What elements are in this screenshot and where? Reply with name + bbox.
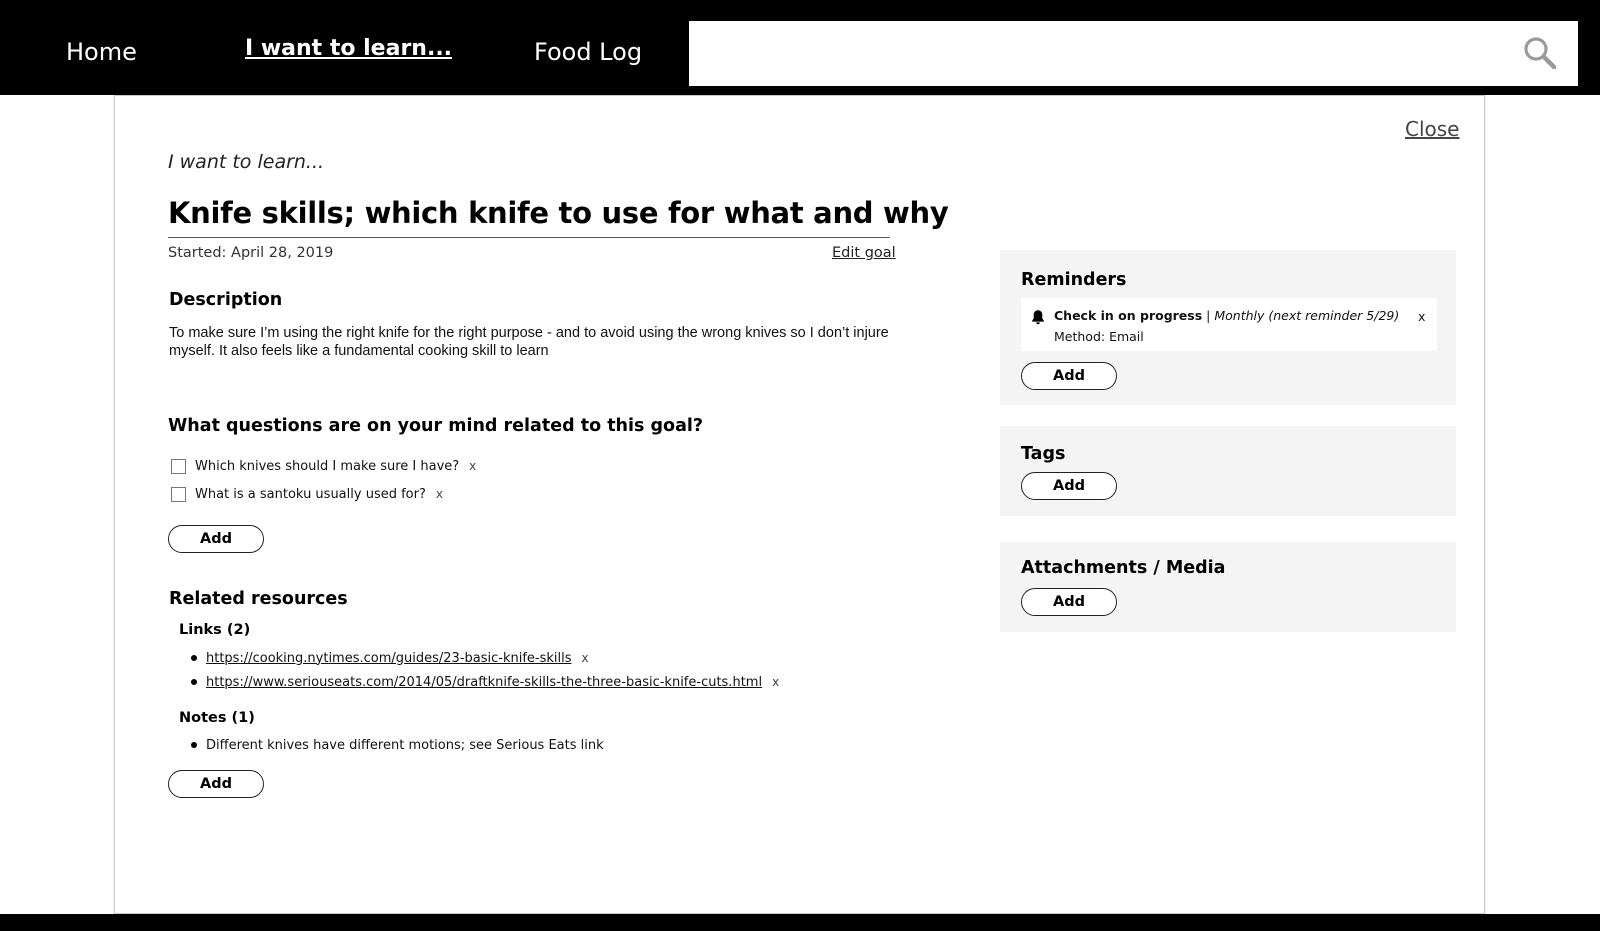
question-label: What is a santoku usually used for? (195, 486, 426, 502)
title-divider (168, 237, 890, 238)
question-checkbox[interactable] (171, 487, 186, 502)
add-tag-button[interactable]: Add (1021, 472, 1117, 500)
notes-heading: Notes (1) (179, 710, 255, 726)
description-heading: Description (169, 290, 283, 310)
bottom-bar (0, 914, 1600, 931)
bullet-icon (191, 742, 197, 748)
remove-reminder-button[interactable]: x (1418, 309, 1426, 324)
remove-question-button[interactable]: x (469, 459, 477, 473)
tags-panel (1000, 426, 1456, 516)
list-item (191, 736, 604, 754)
list-item (191, 649, 589, 667)
attachments-panel (1000, 542, 1456, 632)
nav-learn-link[interactable]: I want to learn... (245, 36, 453, 61)
remove-link-button[interactable]: x (772, 675, 780, 689)
resource-link[interactable]: https://www.seriouseats.com/2014/05/draftknife-skills-the-three-basic-knife-cuts.html (206, 674, 763, 690)
list-item (191, 673, 779, 691)
question-item (171, 457, 476, 475)
attachments-heading: Attachments / Media (1021, 558, 1226, 578)
related-resources-heading: Related resources (169, 589, 348, 609)
description-text: To make sure I’m using the right knife for the right purpose - and to avoid using the wrong knives so I don’t injure myself. It also feels like a fundamental cooking skill to learn (169, 325, 889, 359)
questions-heading: What questions are on your mind related to this goal? (168, 416, 704, 436)
note-text: Different knives have different motions; see Serious Eats link (206, 737, 604, 753)
question-item (171, 485, 443, 503)
reminder-title: Check in on progress (1054, 308, 1203, 323)
edit-goal-link[interactable]: Edit goal (832, 245, 896, 261)
reminder-item (1021, 298, 1437, 351)
reminder-schedule: Monthly (next reminder 5/29) (1214, 308, 1400, 323)
search-input[interactable] (689, 21, 1489, 86)
search-icon[interactable] (1522, 35, 1558, 71)
started-date: Started: April 28, 2019 (168, 245, 334, 261)
reminders-panel (1000, 250, 1456, 405)
add-attachment-button[interactable]: Add (1021, 588, 1117, 616)
add-question-button[interactable]: Add (168, 525, 264, 553)
bullet-icon (191, 655, 197, 661)
bullet-icon (191, 679, 197, 685)
reminder-separator: | (1206, 308, 1211, 323)
remove-link-button[interactable]: x (581, 651, 589, 665)
links-heading: Links (2) (179, 622, 251, 638)
tags-heading: Tags (1021, 444, 1066, 464)
top-navigation (0, 0, 1600, 95)
remove-question-button[interactable]: x (435, 487, 443, 501)
goal-category-label: I want to learn... (168, 151, 325, 173)
question-checkbox[interactable] (171, 459, 186, 474)
reminders-heading: Reminders (1021, 270, 1127, 290)
nav-food-log-link[interactable]: Food Log (534, 38, 643, 66)
reminder-summary (1054, 308, 1399, 323)
add-resource-button[interactable]: Add (168, 770, 264, 798)
reminder-method: Method: Email (1054, 329, 1144, 344)
resource-link[interactable]: https://cooking.nytimes.com/guides/23-basic-knife-skills (206, 650, 572, 666)
goal-title: Knife skills; which knife to use for what and why (168, 196, 949, 230)
close-link[interactable]: Close (1405, 117, 1460, 141)
add-reminder-button[interactable]: Add (1021, 362, 1117, 390)
search-bar (689, 21, 1578, 86)
question-label: Which knives should I make sure I have? (195, 458, 460, 474)
bell-icon (1031, 309, 1045, 325)
nav-home-link[interactable]: Home (66, 38, 137, 66)
